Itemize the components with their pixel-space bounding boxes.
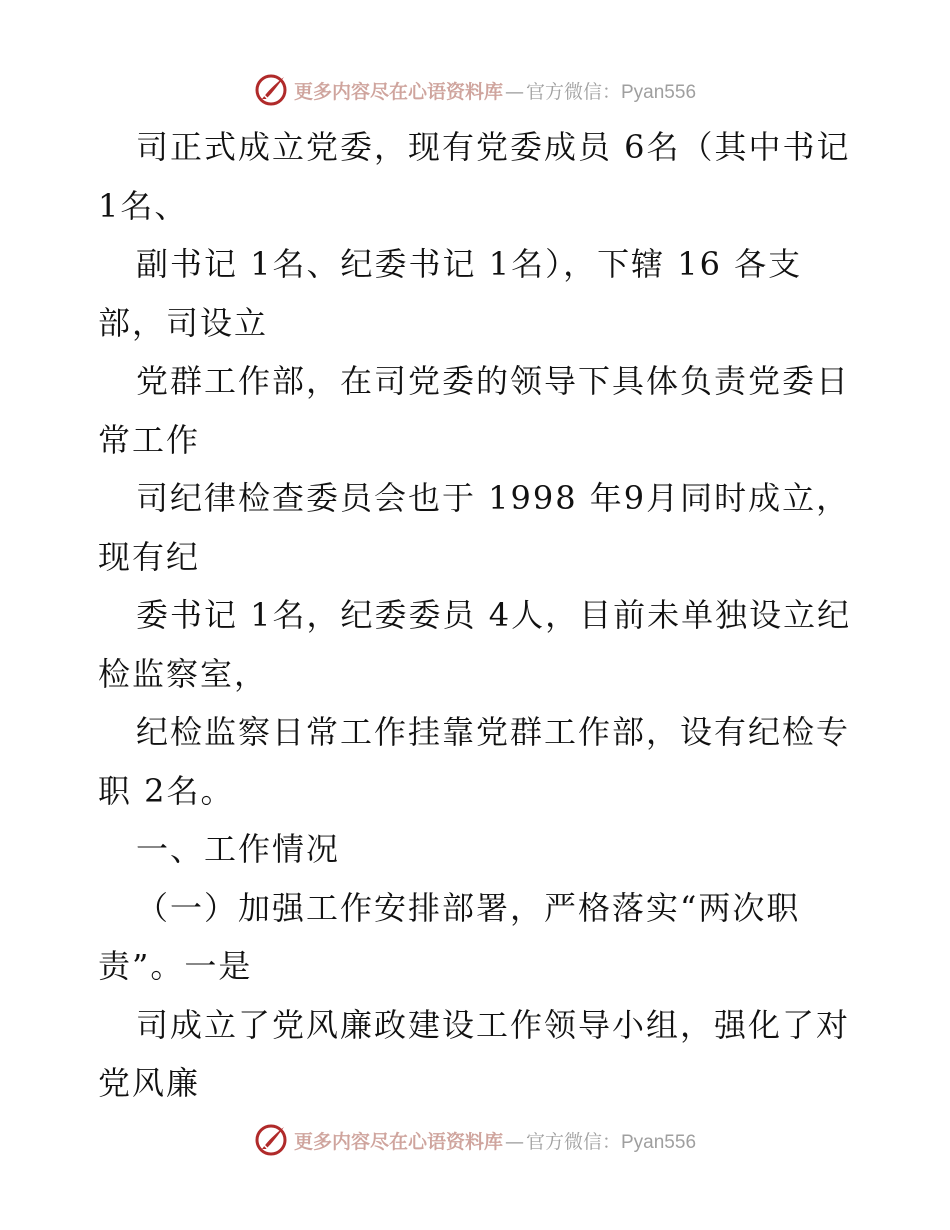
banner-wechat-id: Pyan556: [621, 1131, 697, 1153]
document-body: [98, 118, 863, 1113]
header-banner: [0, 70, 950, 110]
paragraph: （一）加强工作安排部署，严格落实“两次职责”。一是: [98, 888, 801, 985]
paragraph: 司正式成立党委，现有党委成员 6名（其中书记 1名、: [98, 128, 863, 225]
section-heading: 一、工作情况: [136, 830, 341, 868]
banner-site-name: 更多内容尽在心语资料库: [293, 80, 503, 103]
banner-site-name: 更多内容尽在心语资料库: [293, 1130, 503, 1153]
banner-wechat-label: 官方微信：: [525, 80, 621, 103]
paragraph: 司纪律检查委员会也于 1998 年9月同时成立，现有纪: [98, 479, 851, 576]
paragraph: 党群工作部，在司党委的领导下具体负责党委日常工作: [98, 362, 851, 459]
header-banner-text: [294, 77, 696, 104]
quill-logo-icon: [254, 73, 288, 107]
banner-wechat-id: Pyan556: [621, 81, 697, 103]
banner-dash: —: [504, 80, 524, 103]
quill-logo-icon: [254, 1123, 288, 1157]
footer-banner: [0, 1120, 950, 1160]
paragraph: 副书记 1名、纪委书记 1名），下辖 16 各支部，司设立: [98, 245, 803, 342]
banner-dash: —: [504, 1130, 524, 1153]
paragraph: 委书记 1名，纪委委员 4人，目前未单独设立纪检监察室，: [98, 596, 852, 693]
footer-banner-text: [294, 1127, 696, 1154]
paragraph: 司成立了党风廉政建设工作领导小组，强化了对党风廉: [98, 1005, 851, 1102]
paragraph: 纪检监察日常工作挂靠党群工作部，设有纪检专职 2名。: [98, 713, 851, 810]
banner-wechat-label: 官方微信：: [525, 1130, 621, 1153]
